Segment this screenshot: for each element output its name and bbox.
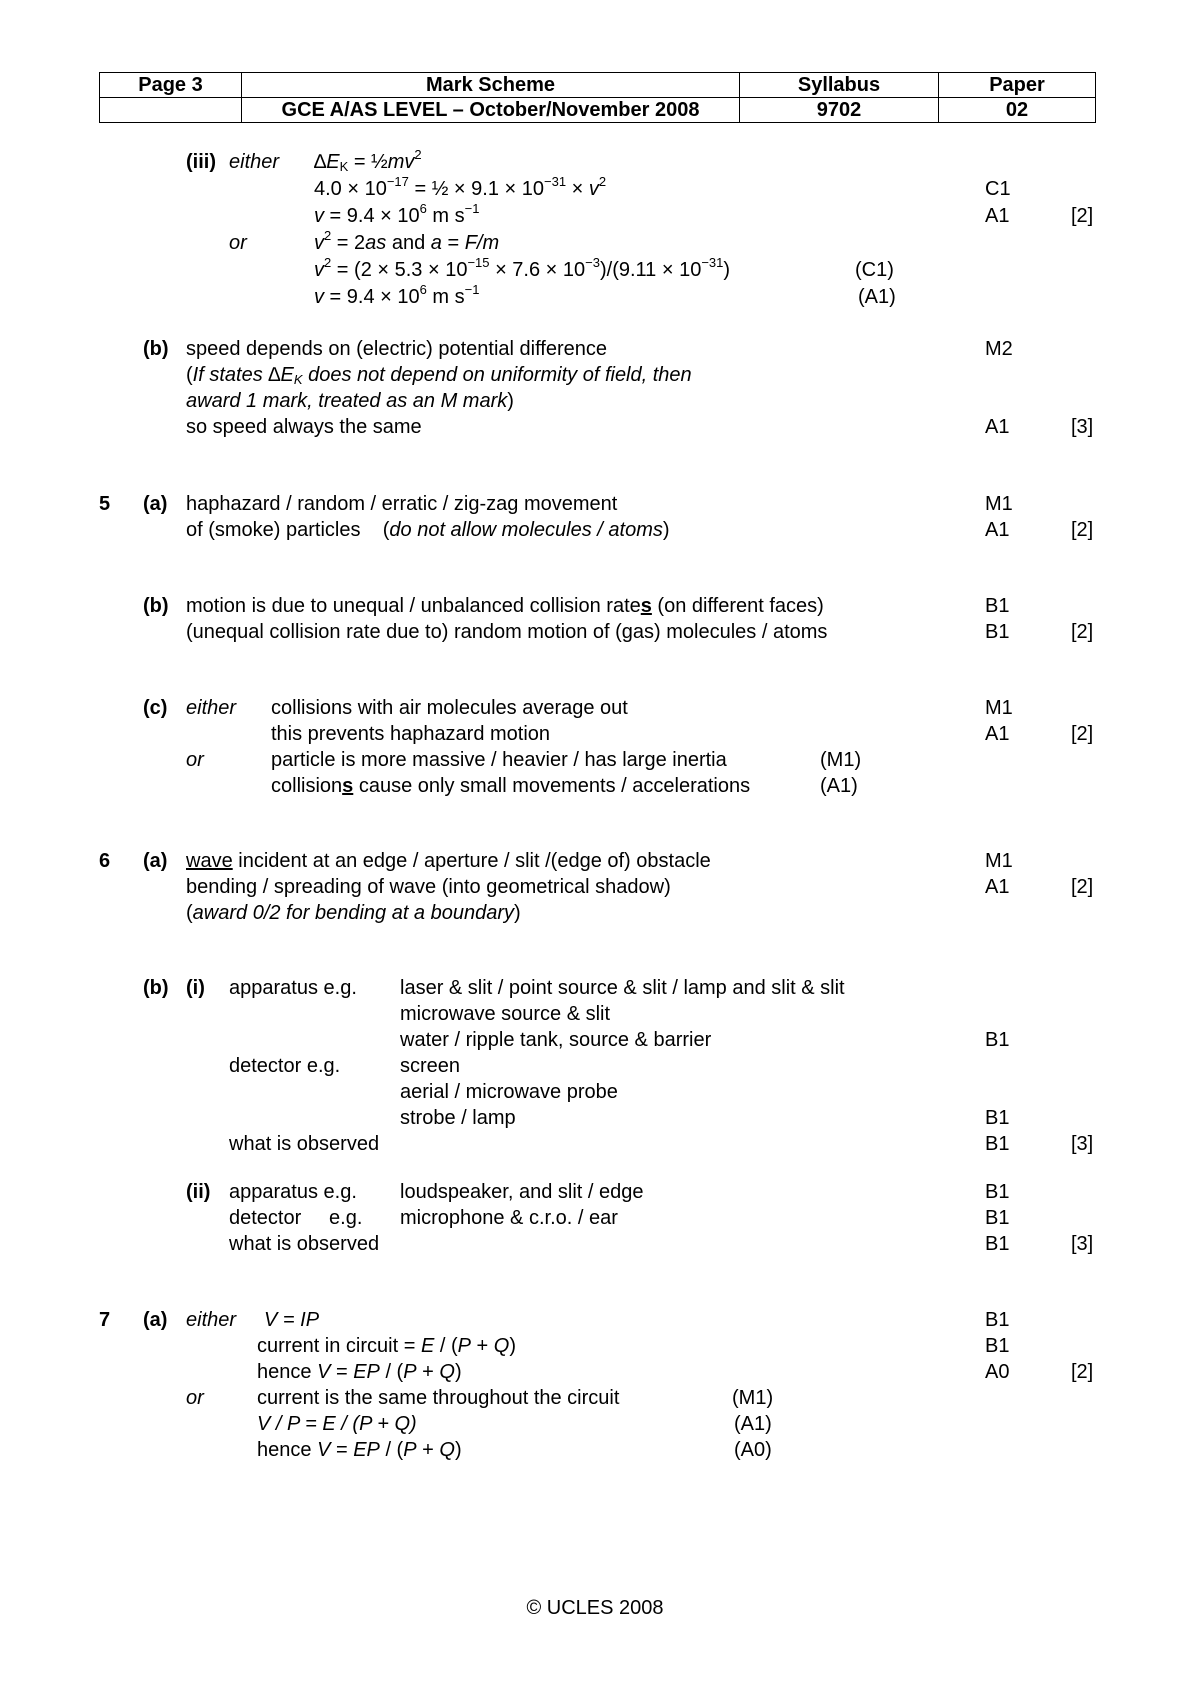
q4-alt-mark-a1: (A1) bbox=[858, 286, 896, 308]
q7-mark-a0: A0 bbox=[985, 1361, 1010, 1383]
q4-alt-mark-c1: (C1) bbox=[855, 259, 894, 281]
q4b-total: [3] bbox=[1071, 416, 1094, 438]
q6bi-mark-b1b: B1 bbox=[985, 1107, 1010, 1129]
q5c-mark-a1: A1 bbox=[985, 723, 1010, 745]
q5a-line1: haphazard / random / erratic / zig-zag movement bbox=[186, 493, 618, 515]
q4b-mark-a1: A1 bbox=[985, 416, 1010, 438]
q5a-mark-m1: M1 bbox=[985, 493, 1013, 515]
q5a-mark-a1: A1 bbox=[985, 519, 1010, 541]
q5b-total: [2] bbox=[1071, 621, 1094, 643]
q5c-line4: collisions cause only small movements / accelerations bbox=[271, 775, 751, 797]
header-empty-cell bbox=[100, 98, 242, 123]
q6bi-detector-2: aerial / microwave probe bbox=[400, 1081, 618, 1103]
q6bi-detector-1: screen bbox=[400, 1055, 461, 1077]
q6bi-mark-b1a: B1 bbox=[985, 1029, 1010, 1051]
q6bi-apparatus-3: water / ripple tank, source & barrier bbox=[400, 1029, 712, 1051]
header-table bbox=[99, 72, 1096, 123]
q4-eq4: $v^2 = 2as$ and a = F/m bbox=[314, 228, 500, 254]
q7-alt-a0: (A0) bbox=[734, 1439, 772, 1461]
paper-code: 02 bbox=[939, 98, 1096, 123]
q7-alt-a1: (A1) bbox=[734, 1413, 772, 1435]
q4-mark-c1: C1 bbox=[985, 178, 1011, 200]
q6a-line1: wave incident at an edge / aperture / slit /(edge of) obstacle bbox=[186, 850, 711, 872]
q5c-label: (c) bbox=[143, 697, 168, 719]
q6bii-label: (ii) bbox=[186, 1181, 211, 1203]
q5c-line3: particle is more massive / heavier / has large inertia bbox=[271, 749, 727, 771]
header-title: Mark Scheme bbox=[242, 73, 740, 98]
q5a-label: (a) bbox=[143, 493, 168, 515]
header-subtitle: GCE A/AS LEVEL – October/November 2008 bbox=[242, 98, 740, 123]
q7-line6: hence V = EP / (P + Q) bbox=[257, 1439, 462, 1461]
q7-mark-b1a: B1 bbox=[985, 1309, 1010, 1331]
q4b-label: (b) bbox=[143, 338, 169, 360]
q6bi-apparatus-2: microwave source & slit bbox=[400, 1003, 611, 1025]
q7-mark-b1b: B1 bbox=[985, 1335, 1010, 1357]
q6bii-total: [3] bbox=[1071, 1233, 1094, 1255]
q6bi-detector: detector e.g. bbox=[229, 1055, 341, 1077]
q6a-total: [2] bbox=[1071, 876, 1094, 898]
q6bi-mark-b1c: B1 bbox=[985, 1133, 1010, 1155]
q4-either: either bbox=[229, 151, 280, 173]
syllabus-code: 9702 bbox=[740, 98, 939, 123]
paper-label: Paper bbox=[939, 73, 1096, 98]
q5c-line1: collisions with air molecules average out bbox=[271, 697, 628, 719]
q7-or: or bbox=[186, 1387, 204, 1409]
q7a-label: (a) bbox=[143, 1309, 168, 1331]
syllabus-label: Syllabus bbox=[740, 73, 939, 98]
q4-eq1: $\Delta E_K$ = $\frac{1}{2}mv^2$ bbox=[314, 147, 422, 174]
q5c-or: or bbox=[186, 749, 204, 771]
q4b-line4: so speed always the same bbox=[186, 416, 422, 438]
q6a-mark-m1: M1 bbox=[985, 850, 1013, 872]
q6bii-detector-1: microphone & c.r.o. / ear bbox=[400, 1207, 618, 1229]
q7-line2: current in circuit = E / (P + Q) bbox=[257, 1335, 517, 1357]
q5c-either: either bbox=[186, 697, 237, 719]
q5c-alt-m1: (M1) bbox=[820, 749, 862, 771]
q6bii-apparatus-1: loudspeaker, and slit / edge bbox=[400, 1181, 644, 1203]
q7-line4: current is the same throughout the circuit bbox=[257, 1387, 620, 1409]
q4b-line3: award 1 mark, treated as an M mark) bbox=[186, 390, 514, 412]
q4-eq6: $v = 9.4 \times 10^6$ m $s^{-1}$ bbox=[314, 282, 480, 308]
q4-eq2: $4.0 \times 10^{-17}$ = ½ × $9.1 \times 10^{-31} \times v^2$ bbox=[314, 174, 607, 200]
q6-number: 6 bbox=[99, 850, 111, 872]
q6bii-mark-b1b: B1 bbox=[985, 1207, 1010, 1229]
q4-iii-label: (iii) bbox=[186, 151, 216, 173]
q4b-line1: speed depends on (electric) potential difference bbox=[186, 338, 608, 360]
q7-total: [2] bbox=[1071, 1361, 1094, 1383]
q5b-mark-b1a: B1 bbox=[985, 595, 1010, 617]
q7-line5: V / P = E / (P + Q) bbox=[257, 1413, 417, 1435]
q5a-line2: of (smoke) particles (do not allow molecules / atoms) bbox=[186, 519, 670, 541]
q5c-mark-m1: M1 bbox=[985, 697, 1013, 719]
q6bi-total: [3] bbox=[1071, 1133, 1094, 1155]
q7-alt-m1: (M1) bbox=[732, 1387, 774, 1409]
q6bii-detector: detector e.g. bbox=[229, 1207, 363, 1229]
q4-or: or bbox=[229, 232, 247, 254]
q6bii-apparatus: apparatus e.g. bbox=[229, 1181, 357, 1203]
q6a-mark-a1: A1 bbox=[985, 876, 1010, 898]
q6a-line2: bending / spreading of wave (into geometrical shadow) bbox=[186, 876, 671, 898]
q5a-total: [2] bbox=[1071, 519, 1094, 541]
q5b-line2: (unequal collision rate due to) random motion of (gas) molecules / atoms bbox=[186, 621, 828, 643]
q5b-label: (b) bbox=[143, 595, 169, 617]
q5c-line2: this prevents haphazard motion bbox=[271, 723, 551, 745]
q5b-line1: motion is due to unequal / unbalanced collision rates (on different faces) bbox=[186, 595, 824, 617]
q6bi-apparatus-1: laser & slit / point source & slit / lamp and slit & slit bbox=[400, 977, 845, 999]
q4-mark-a1: A1 bbox=[985, 205, 1010, 227]
q6b-label: (b) bbox=[143, 977, 169, 999]
q6bi-observed: what is observed bbox=[229, 1133, 380, 1155]
q4-eq5: $v^2 = (2 \times 5.3 \times 10^{-15} \times 7.6 \times 10^{-3})/(9.11 \times 10^{-31})$ bbox=[314, 255, 731, 281]
q5c-alt-a1: (A1) bbox=[820, 775, 858, 797]
q7-number: 7 bbox=[99, 1309, 111, 1331]
page-number: Page 3 bbox=[100, 73, 242, 98]
q6a-label: (a) bbox=[143, 850, 168, 872]
q4-total: [2] bbox=[1071, 205, 1094, 227]
q5c-total: [2] bbox=[1071, 723, 1094, 745]
q7-line3: hence V = EP / (P + Q) bbox=[257, 1361, 462, 1383]
q5-number: 5 bbox=[99, 493, 111, 515]
q6bi-detector-3: strobe / lamp bbox=[400, 1107, 516, 1129]
q6bii-observed: what is observed bbox=[229, 1233, 380, 1255]
q4b-line2: (If states $\Delta E_K$ does not depend on uniformity of field, then bbox=[186, 364, 692, 387]
q6bi-apparatus: apparatus e.g. bbox=[229, 977, 357, 999]
q5b-mark-b1b: B1 bbox=[985, 621, 1010, 643]
q7-either: either bbox=[186, 1309, 237, 1331]
q4-eq3: $v = 9.4 \times 10^6$ m $s^{-1}$ bbox=[314, 201, 480, 227]
q6bii-mark-b1a: B1 bbox=[985, 1181, 1010, 1203]
q6bi-label: (i) bbox=[186, 977, 205, 999]
q7-line1: V = IP bbox=[264, 1309, 320, 1331]
q6a-line3: (award 0/2 for bending at a boundary) bbox=[186, 902, 521, 924]
q4b-mark-m2: M2 bbox=[985, 338, 1013, 360]
q6bii-mark-b1c: B1 bbox=[985, 1233, 1010, 1255]
footer-copyright: © UCLES 2008 bbox=[526, 1597, 664, 1619]
